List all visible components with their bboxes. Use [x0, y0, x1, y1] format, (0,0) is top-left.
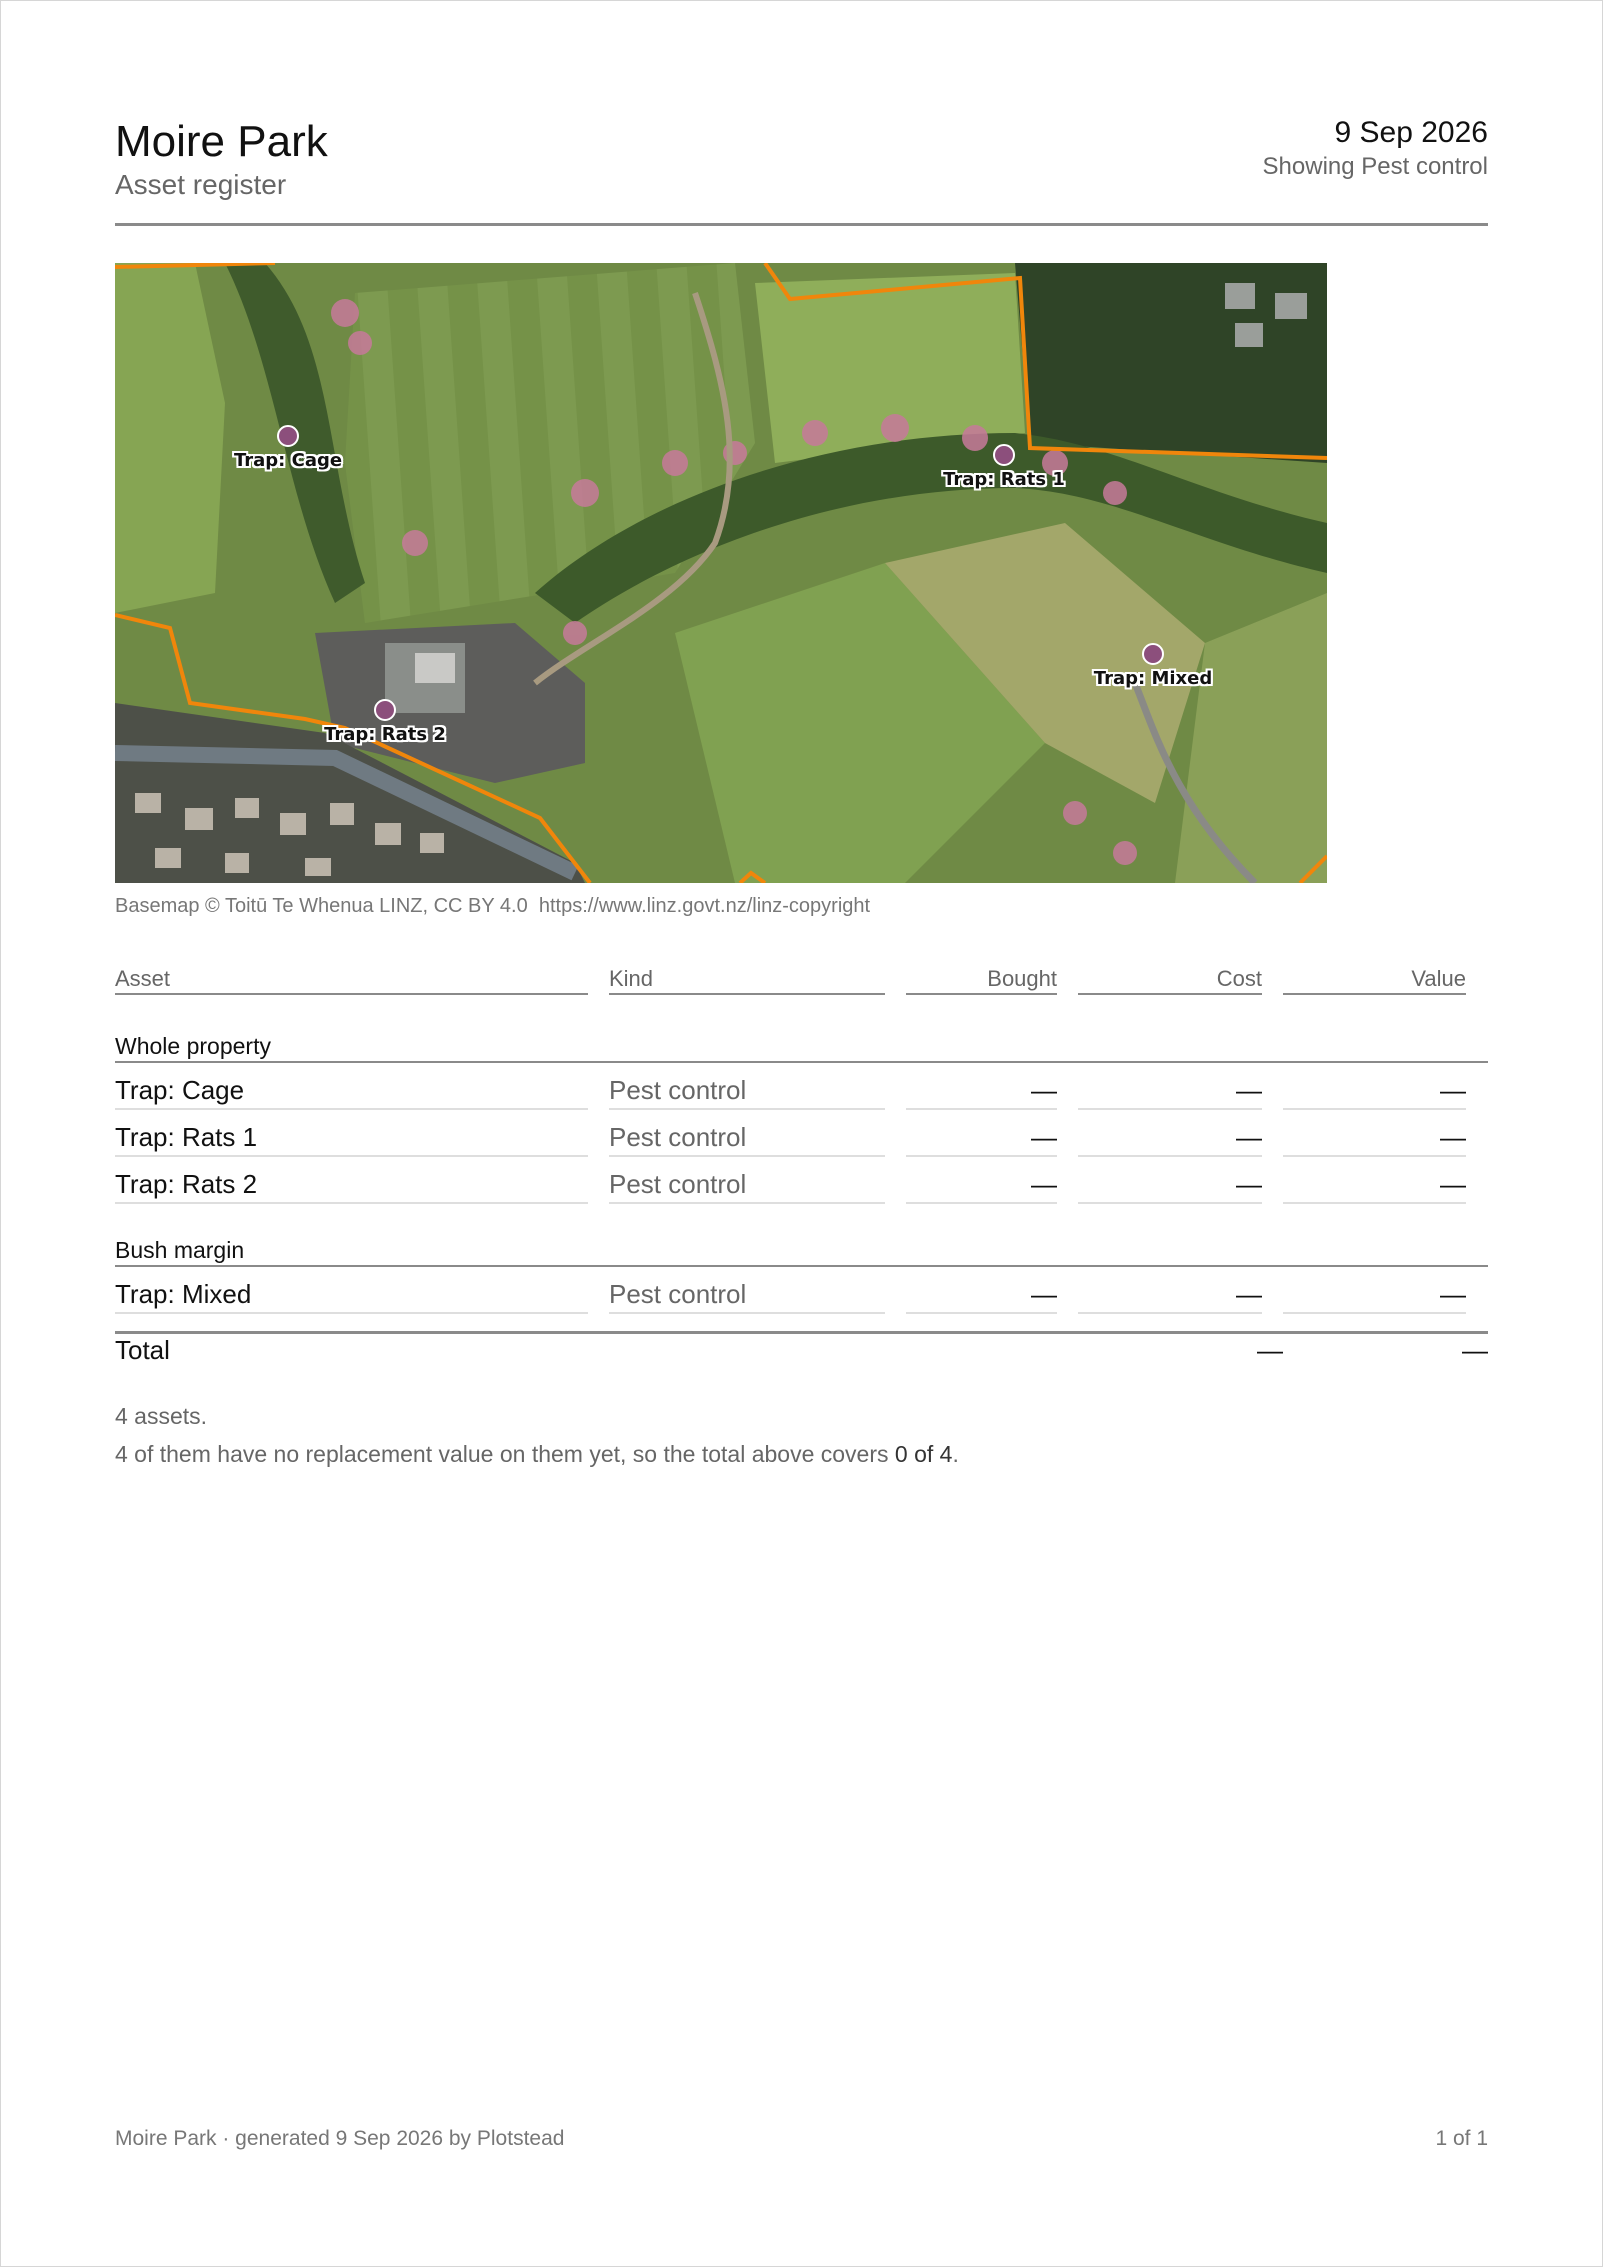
- asset-value: —: [1283, 1167, 1466, 1204]
- page-title: Moire Park: [115, 117, 328, 166]
- column-header-cost: Cost: [1078, 964, 1262, 995]
- total-cost: —: [1257, 1335, 1283, 1365]
- summary-coverage-suffix: .: [952, 1441, 959, 1467]
- page-subtitle: Asset register: [115, 169, 287, 200]
- asset-bought: —: [906, 1167, 1057, 1204]
- asset-bought: —: [906, 1120, 1057, 1157]
- asset-bought: —: [906, 1073, 1057, 1110]
- asset-value: —: [1283, 1073, 1466, 1110]
- asset-name: Trap: Rats 1: [115, 1120, 588, 1157]
- asset-kind: Pest control: [609, 1073, 885, 1110]
- report-date: 9 Sep 2026: [1334, 116, 1488, 149]
- summary-coverage-note: [115, 1439, 959, 1469]
- asset-cost: —: [1078, 1167, 1262, 1204]
- column-header-kind: Kind: [609, 964, 885, 995]
- asset-kind: Pest control: [609, 1167, 885, 1204]
- map-basemap: [115, 263, 1327, 883]
- header-divider: [115, 223, 1488, 226]
- filter-note: Showing Pest control: [1262, 153, 1488, 180]
- asset-kind: Pest control: [609, 1120, 885, 1157]
- summary-coverage-emphasis: 0 of 4: [894, 1441, 953, 1467]
- asset-value: —: [1283, 1277, 1466, 1314]
- total-label: Total: [115, 1335, 170, 1365]
- group-heading-bush-margin: Bush margin: [115, 1235, 1488, 1267]
- column-header-asset: Asset: [115, 964, 588, 995]
- asset-bought: —: [906, 1277, 1057, 1314]
- column-header-bought: Bought: [906, 964, 1057, 995]
- map-attribution: Basemap © Toitū Te Whenua LINZ, CC BY 4.0 https://www.linz.govt.nz/linz-copyright: [115, 895, 871, 917]
- asset-cost: —: [1078, 1073, 1262, 1110]
- map-marker-trap-rats-2[interactable]: [374, 699, 396, 721]
- group-heading-whole-property: Whole property: [115, 1031, 1488, 1063]
- asset-value: —: [1283, 1120, 1466, 1157]
- map-marker-trap-cage[interactable]: [277, 425, 299, 447]
- map-marker-label: Trap: Rats 1: [943, 469, 1065, 490]
- asset-name: Trap: Rats 2: [115, 1167, 588, 1204]
- map-marker-label: Trap: Cage: [233, 450, 343, 471]
- summary-asset-count: 4 assets.: [115, 1403, 208, 1429]
- footer-page-number: 1 of 1: [1435, 2127, 1488, 2150]
- asset-cost: —: [1078, 1277, 1262, 1314]
- total-value: —: [1462, 1335, 1488, 1365]
- footer-generated-note: Moire Park · generated 9 Sep 2026 by Plotstead: [115, 2127, 565, 2150]
- summary-coverage-text: 4 of them have no replacement value on them yet, so the total above covers: [115, 1441, 895, 1467]
- asset-name: Trap: Cage: [115, 1073, 588, 1110]
- map-marker-trap-mixed[interactable]: [1142, 643, 1164, 665]
- asset-name: Trap: Mixed: [115, 1277, 588, 1314]
- map-marker-trap-rats-1[interactable]: [993, 444, 1015, 466]
- map-marker-label: Trap: Mixed: [1093, 668, 1213, 689]
- asset-kind: Pest control: [609, 1277, 885, 1314]
- column-header-value: Value: [1283, 964, 1466, 995]
- aerial-map[interactable]: [115, 263, 1327, 883]
- asset-cost: —: [1078, 1120, 1262, 1157]
- map-marker-label: Trap: Rats 2: [324, 724, 446, 745]
